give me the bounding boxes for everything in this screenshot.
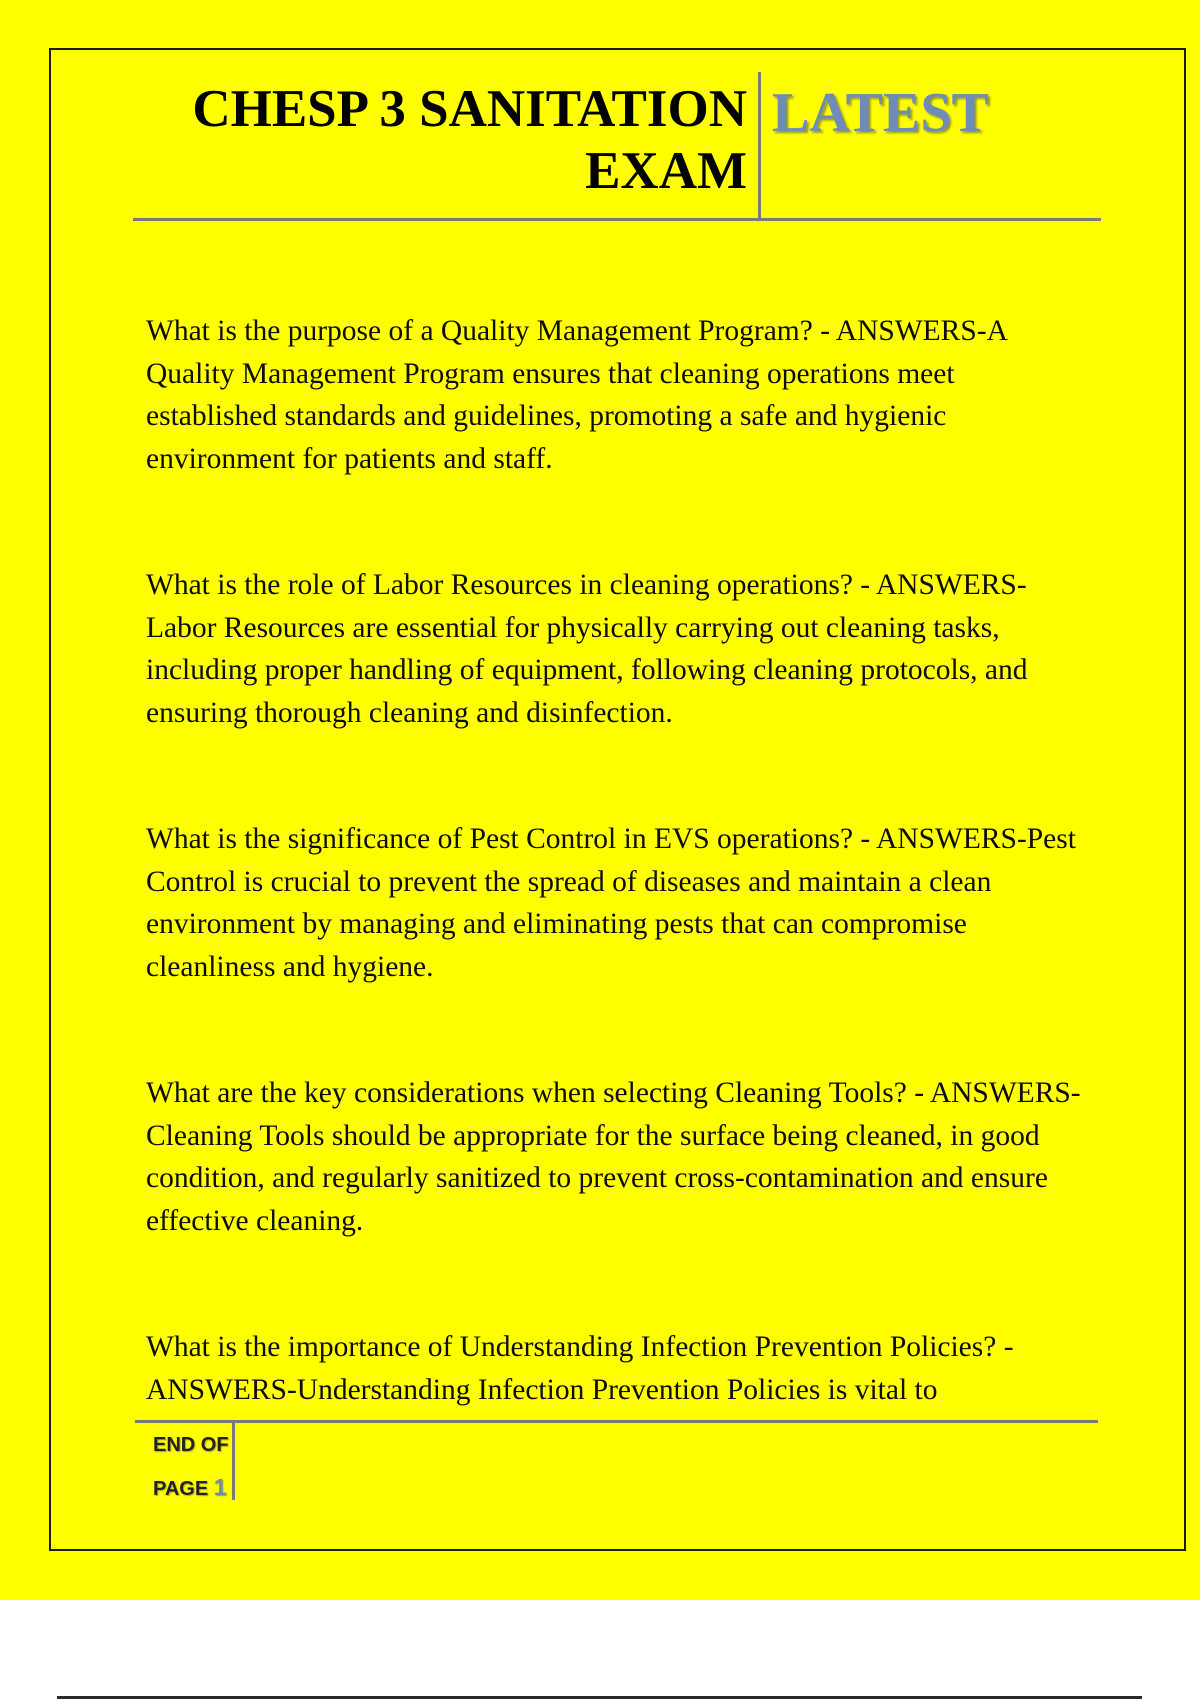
qa-item-3: What is the significance of Pest Control in EVS operations? - ANSWERS-Pest Control is crucial to prevent the spread of diseases and maintain a clean environment by managing and eliminating pests that can compromise cleanliness and hygiene. — [146, 823, 1076, 983]
next-page-top-rule — [57, 1696, 1142, 1699]
qa-item-5: What is the importance of Understanding Infection Prevention Policies? - ANSWERS-Understanding Infection Prevention Policies is vital to — [146, 1331, 1014, 1406]
header-rule — [133, 218, 1101, 221]
footer-page-number: 1 — [213, 1474, 227, 1500]
header-vertical-divider — [758, 72, 761, 220]
footer-rule — [135, 1420, 1098, 1423]
title-line-1: CHESP 3 SANITATION — [192, 80, 747, 138]
qa-item-4: What are the key considerations when selecting Cleaning Tools? - ANSWERS-Cleaning Tools should be appropriate for the surface being cleaned, in good condition, and regularly sanitized to prevent cross-contamination and ensure effective cleaning. — [146, 1077, 1081, 1237]
document-title — [135, 78, 747, 202]
footer-line-2: PAGE — [153, 1478, 209, 1500]
qa-item-2: What is the role of Labor Resources in cleaning operations? - ANSWERS-Labor Resources are essential for physically carrying out cleaning tasks, including proper handling of equipment, following cleaning protocols, and ensuring thorough cleaning and disinfection. — [146, 569, 1028, 729]
qa-item-1: What is the purpose of a Quality Management Program? - ANSWERS-A Quality Management Program ensures that cleaning operations meet established standards and guidelines, promoting a safe and hygienic environment for patients and staff. — [146, 315, 1007, 475]
qa-content — [146, 310, 1091, 1414]
title-line-2: EXAM — [585, 142, 747, 200]
footer-page-label — [153, 1424, 229, 1510]
footer-line-1: END OF — [153, 1434, 229, 1456]
footer-vertical-divider — [232, 1423, 235, 1500]
header-accent-label: LATEST — [772, 82, 989, 144]
